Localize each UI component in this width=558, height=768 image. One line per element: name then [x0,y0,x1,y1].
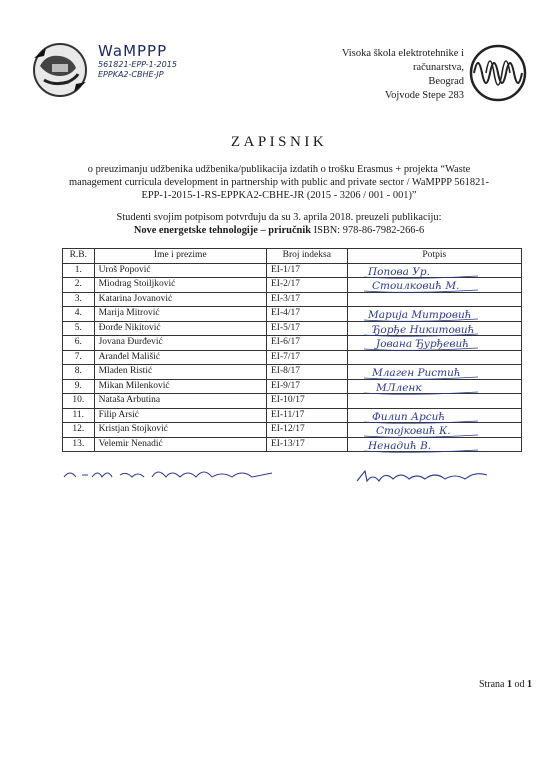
student-name: Nataša Arbutina [94,394,266,409]
header-rb: R.B. [63,249,95,264]
student-index: EI-7/17 [266,350,347,365]
student-index: EI-3/17 [266,292,347,307]
header-signature: Potpis [347,249,521,264]
student-index: EI-5/17 [266,321,347,336]
signature-text: Филип Арсић [371,410,445,423]
table-row [63,336,522,351]
student-index: EI-11/17 [266,408,347,423]
student-index: EI-6/17 [266,336,347,351]
header-name: Ime i prezime [94,249,266,264]
signature-text: Ненадић В. [367,439,431,452]
signature-text: МЛленк [375,381,422,394]
student-index: EI-10/17 [266,394,347,409]
student-index: EI-1/17 [266,263,347,278]
student-name: Uroš Popović [94,263,266,278]
row-number: 8. [63,365,95,380]
extra-signature-left [62,465,282,483]
school-line: Visoka škola elektrotehnike i [341,48,464,59]
school-line: računarstva, [412,62,464,73]
project-code-line-2: EPPKA2-CBHE-JP [98,70,164,79]
signature-text: Стојковић К. [375,425,451,437]
school-logo-icon [468,43,528,103]
student-index: EI-8/17 [266,365,347,380]
wamppp-logo-icon [26,36,94,104]
page-number: Strana 1 od 1 [478,679,532,690]
row-number: 2. [63,278,95,293]
signature-cell [347,437,521,452]
row-number: 9. [63,379,95,394]
row-number: 7. [63,350,95,365]
school-line: Vojvode Stepe 283 [384,90,464,101]
signature-text: Марија Митровић [367,309,472,321]
student-name: Aranđel Mališić [94,350,266,365]
student-name: Katarina Jovanović [94,292,266,307]
book-title: Nove energetske tehnologije – priručnik [133,225,312,236]
handwritten-signature [348,435,524,455]
signature-text: Ђорђе Никитовић [371,323,474,336]
student-index: EI-13/17 [266,437,347,452]
student-index: EI-12/17 [266,423,347,438]
statement-line: Studenti svojim potpisom potvrđuju da su 3. aprila 2018. preuzeli publikaciju: [116,212,442,223]
isbn: ISBN: 978-86-7982-266-6 [313,225,425,236]
signature-cell [347,336,521,351]
signature-text: Попова Ур. [367,265,430,278]
student-name: Mladen Ristić [94,365,266,380]
student-name: Marija Mitrović [94,307,266,322]
row-number: 5. [63,321,95,336]
school-line: Beograd [428,76,464,87]
table-row [63,278,522,293]
project-code-handwritten [98,44,208,79]
signature-text: Стоилковић М. [371,280,459,292]
signature-text: Млаген Ристић [371,367,461,379]
row-number: 11. [63,408,95,423]
student-index: EI-4/17 [266,307,347,322]
student-name: Filip Arsić [94,408,266,423]
header-index: Broj indeksa [266,249,347,264]
signature-cell [347,278,521,293]
student-name: Miodrag Stoiljković [94,278,266,293]
table-body [63,263,522,452]
row-number: 6. [63,336,95,351]
table-row [63,379,522,394]
student-name: Mikan Milenković [94,379,266,394]
school-address [314,47,464,103]
row-number: 4. [63,307,95,322]
student-name: Đorđe Nikitović [94,321,266,336]
statement-block [40,211,518,237]
student-index: EI-9/17 [266,379,347,394]
row-number: 3. [63,292,95,307]
student-name: Velemir Nenadić [94,437,266,452]
intro-paragraph: o preuzimanju udžbenika udžbenika/publikacija izdatih o trošku Erasmus + projekta “Waste management curricula development in partnership with public and private sector / WaMPPP 561821-EPP-1-2015-1-RS-EPPKA2-CBHE-JR (2015 - 3206 / 001 - 001)” [69,164,489,201]
document-title: ZAPISNIK [230,134,328,150]
student-name: Jovana Đurđević [94,336,266,351]
student-name: Kristjan Stojković [94,423,266,438]
project-code-line-1: 561821-EPP-1-2015 [98,60,177,69]
signature-cell [347,379,521,394]
student-index: EI-2/17 [266,278,347,293]
row-number: 10. [63,394,95,409]
logo-text: WaMPPP [98,42,168,60]
extra-signature-right [355,467,495,485]
signature-text: Јована Ђурђевић [375,338,469,350]
row-number: 12. [63,423,95,438]
signature-table [62,248,522,452]
table-row [63,437,522,452]
row-number: 13. [63,437,95,452]
row-number: 1. [63,263,95,278]
